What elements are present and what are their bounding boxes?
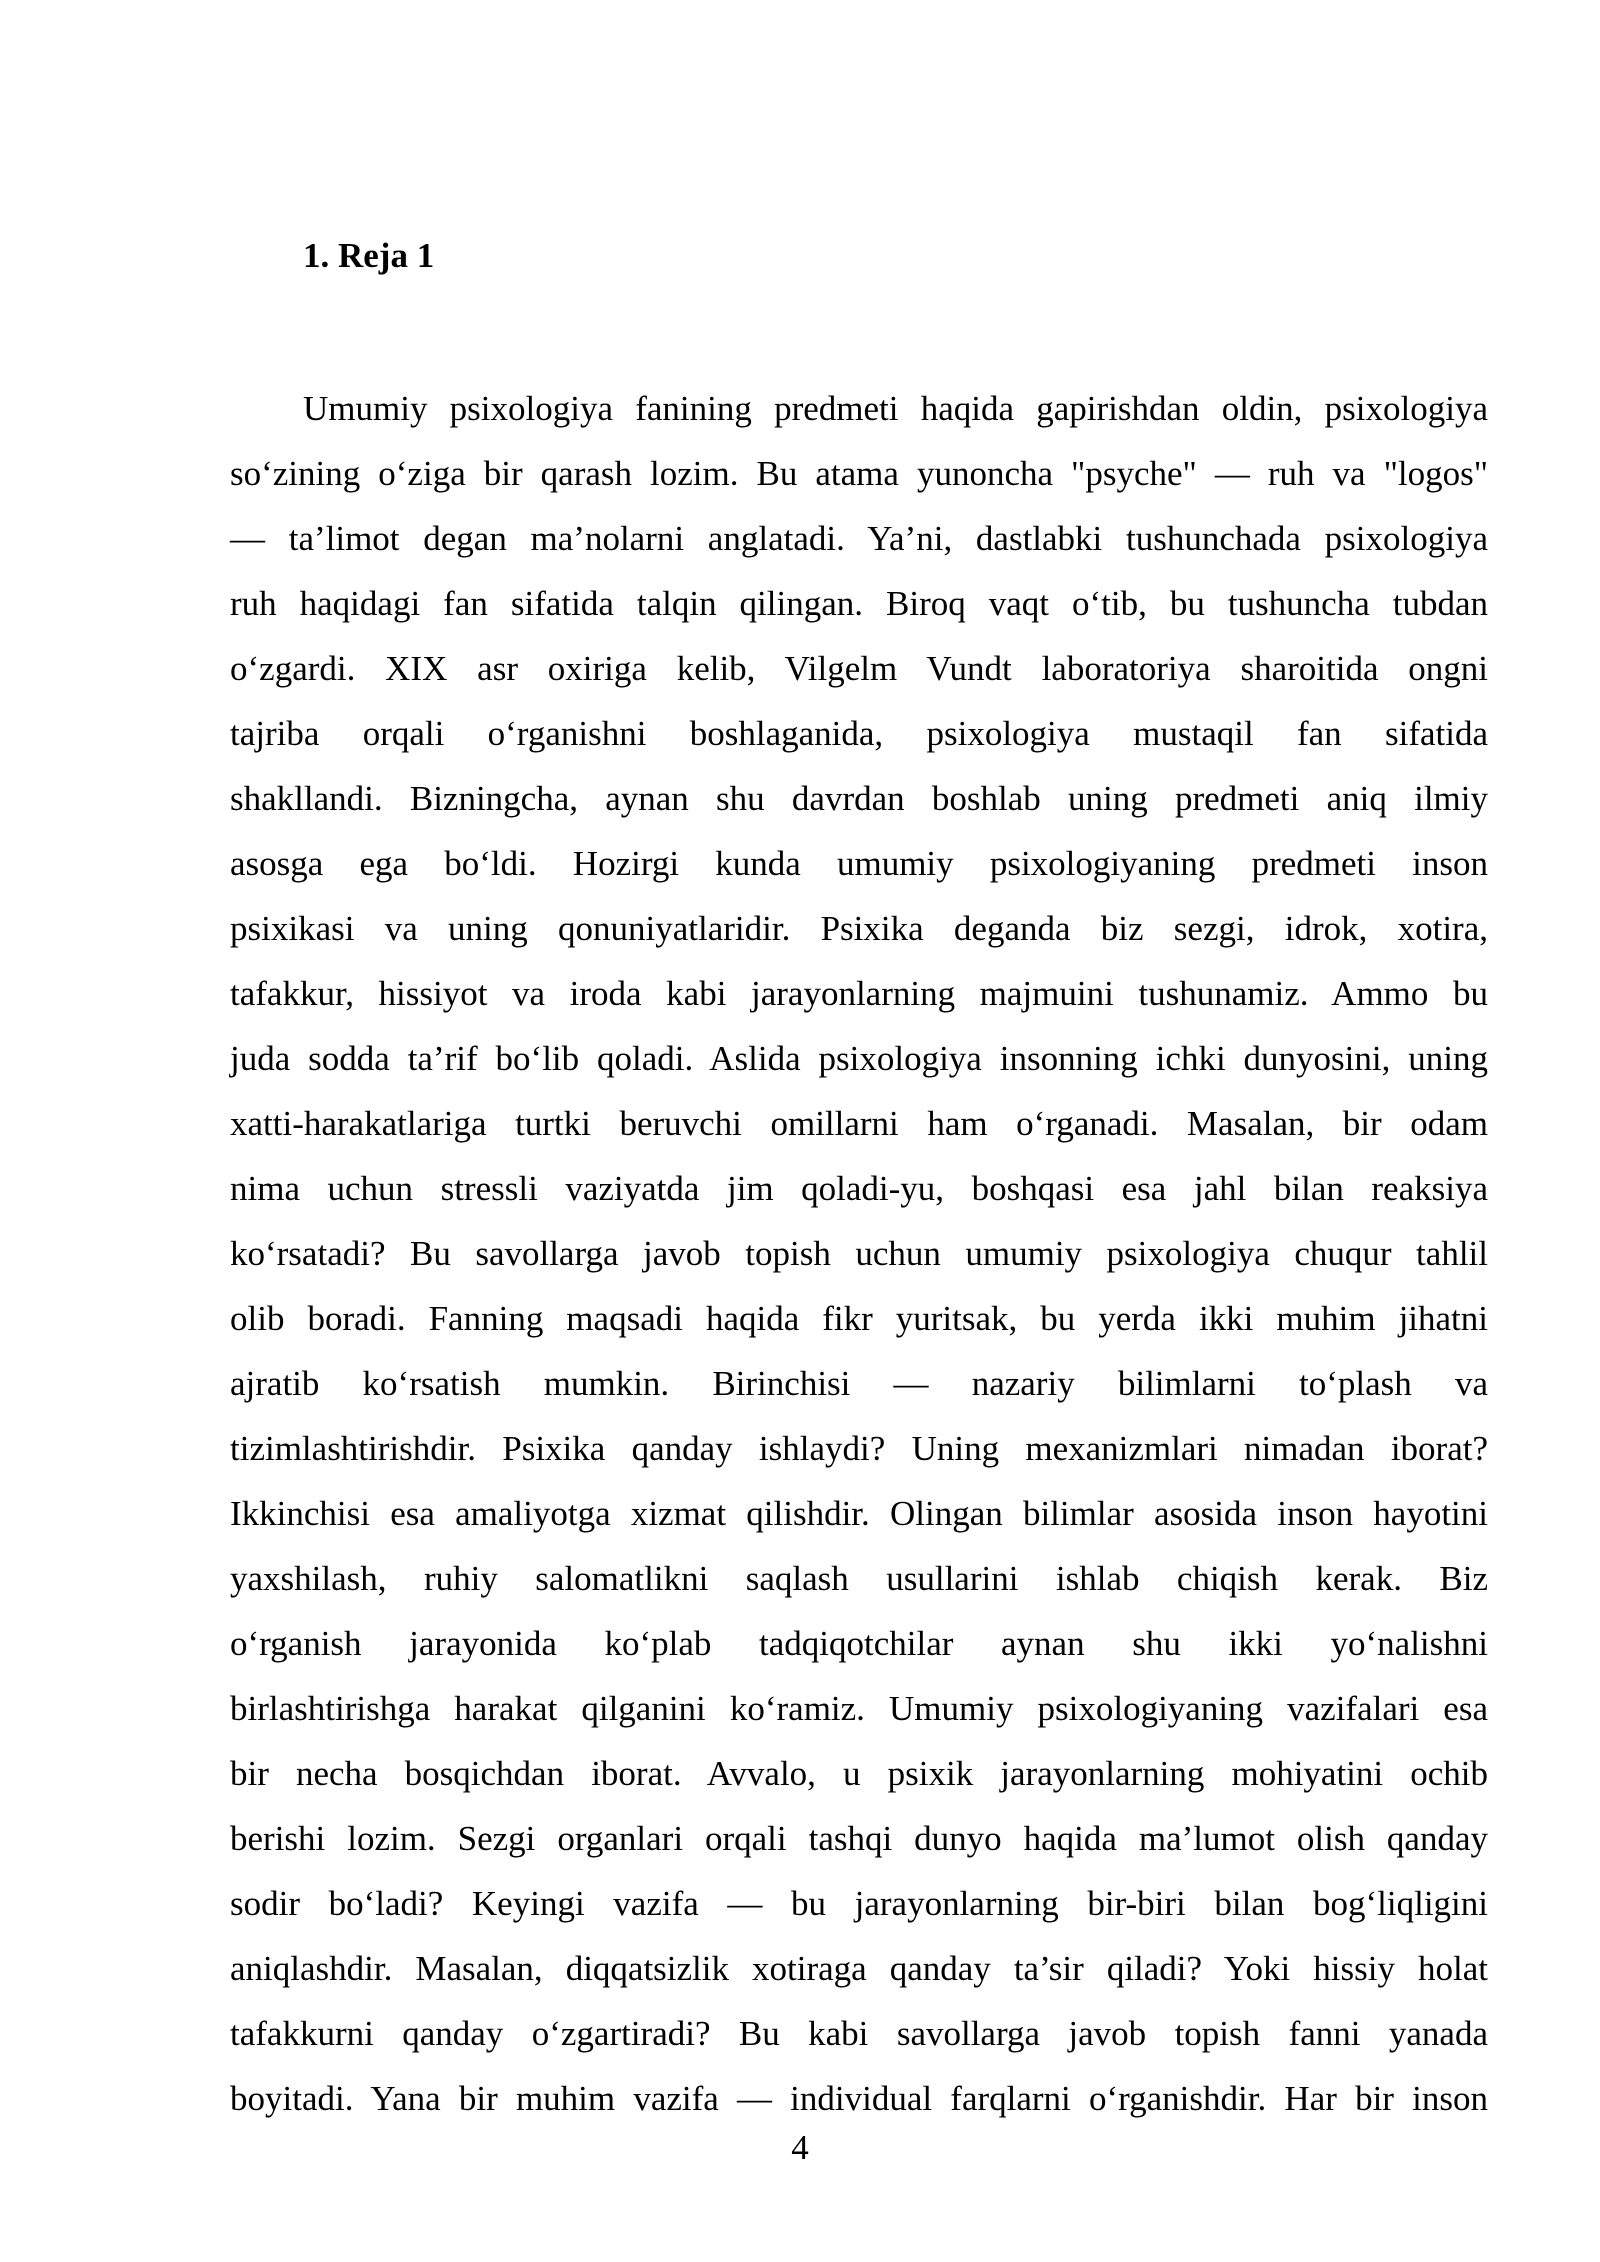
paragraph-line: tafakkur, hissiyot va iroda kabi jarayonlarning majmuini tushunamiz. Ammo bu	[230, 974, 1488, 1013]
paragraph-line: o‘rganish jarayonida ko‘plab tadqiqotchilar aynan shu ikki yo‘nalishni	[230, 1624, 1488, 1663]
section-heading: 1. Reja 1	[303, 236, 435, 275]
paragraph-line: nima uchun stressli vaziyatda jim qoladi-yu, boshqasi esa jahl bilan reaksiya	[230, 1169, 1488, 1208]
page-number: 4	[791, 2128, 809, 2167]
paragraph-line: Umumiy psixologiya fanining predmeti haqida gapirishdan oldin, psixologiya	[303, 389, 1488, 428]
paragraph-line: ko‘rsatadi? Bu savollarga javob topish uchun umumiy psixologiya chuqur tahlil	[230, 1234, 1488, 1273]
paragraph-line: o‘zgardi. XIX asr oxiriga kelib, Vilgelm Vundt laboratoriya sharoitida ongni	[230, 649, 1488, 688]
paragraph-line: boyitadi. Yana bir muhim vazifa — individual farqlarni o‘rganishdir. Har bir inson	[230, 2079, 1488, 2118]
paragraph-line: aniqlashdir. Masalan, diqqatsizlik xotiraga qanday ta’sir qiladi? Yoki hissiy holat	[230, 1949, 1488, 1988]
paragraph-line: ajratib ko‘rsatish mumkin. Birinchisi — nazariy bilimlarni to‘plash va	[230, 1364, 1488, 1403]
paragraph-line: so‘zining o‘ziga bir qarash lozim. Bu atama yunoncha "psyche" — ruh va "logos"	[230, 454, 1488, 493]
paragraph-line: juda sodda ta’rif bo‘lib qoladi. Aslida psixologiya insonning ichki dunyosini, uning	[230, 1039, 1488, 1078]
paragraph-line: — ta’limot degan ma’nolarni anglatadi. Ya’ni, dastlabki tushunchada psixologiya	[230, 519, 1488, 558]
paragraph-line: ruh haqidagi fan sifatida talqin qilingan. Biroq vaqt o‘tib, bu tushuncha tubdan	[230, 584, 1488, 623]
paragraph-line: berishi lozim. Sezgi organlari orqali tashqi dunyo haqida ma’lumot olish qanday	[230, 1819, 1488, 1858]
paragraph-line: yaxshilash, ruhiy salomatlikni saqlash usullarini ishlab chiqish kerak. Biz	[230, 1559, 1488, 1598]
paragraph-line: sodir bo‘ladi? Keyingi vazifa — bu jarayonlarning bir-biri bilan bog‘liqligini	[230, 1884, 1488, 1923]
paragraph-line: birlashtirishga harakat qilganini ko‘ramiz. Umumiy psixologiyaning vazifalari esa	[230, 1689, 1488, 1728]
body-paragraph	[230, 376, 1488, 2131]
paragraph-line: shakllandi. Bizningcha, aynan shu davrdan boshlab uning predmeti aniq ilmiy	[230, 779, 1488, 818]
paragraph-line: Ikkinchisi esa amaliyotga xizmat qilishdir. Olingan bilimlar asosida inson hayotini	[230, 1494, 1488, 1533]
paragraph-line: olib boradi. Fanning maqsadi haqida fikr yuritsak, bu yerda ikki muhim jihatni	[230, 1299, 1488, 1338]
paragraph-line: tafakkurni qanday o‘zgartiradi? Bu kabi savollarga javob topish fanni yanada	[230, 2014, 1488, 2053]
paragraph-line: tajriba orqali o‘rganishni boshlaganida, psixologiya mustaqil fan sifatida	[230, 714, 1488, 753]
paragraph-line: bir necha bosqichdan iborat. Avvalo, u psixik jarayonlarning mohiyatini ochib	[230, 1754, 1488, 1793]
paragraph-line: asosga ega bo‘ldi. Hozirgi kunda umumiy psixologiyaning predmeti inson	[230, 844, 1488, 883]
paragraph-line: xatti-harakatlariga turtki beruvchi omillarni ham o‘rganadi. Masalan, bir odam	[230, 1104, 1488, 1143]
paragraph-line: psixikasi va uning qonuniyatlaridir. Psixika deganda biz sezgi, idrok, xotira,	[230, 909, 1488, 948]
paragraph-line: tizimlashtirishdir. Psixika qanday ishlaydi? Uning mexanizmlari nimadan iborat?	[230, 1429, 1488, 1468]
